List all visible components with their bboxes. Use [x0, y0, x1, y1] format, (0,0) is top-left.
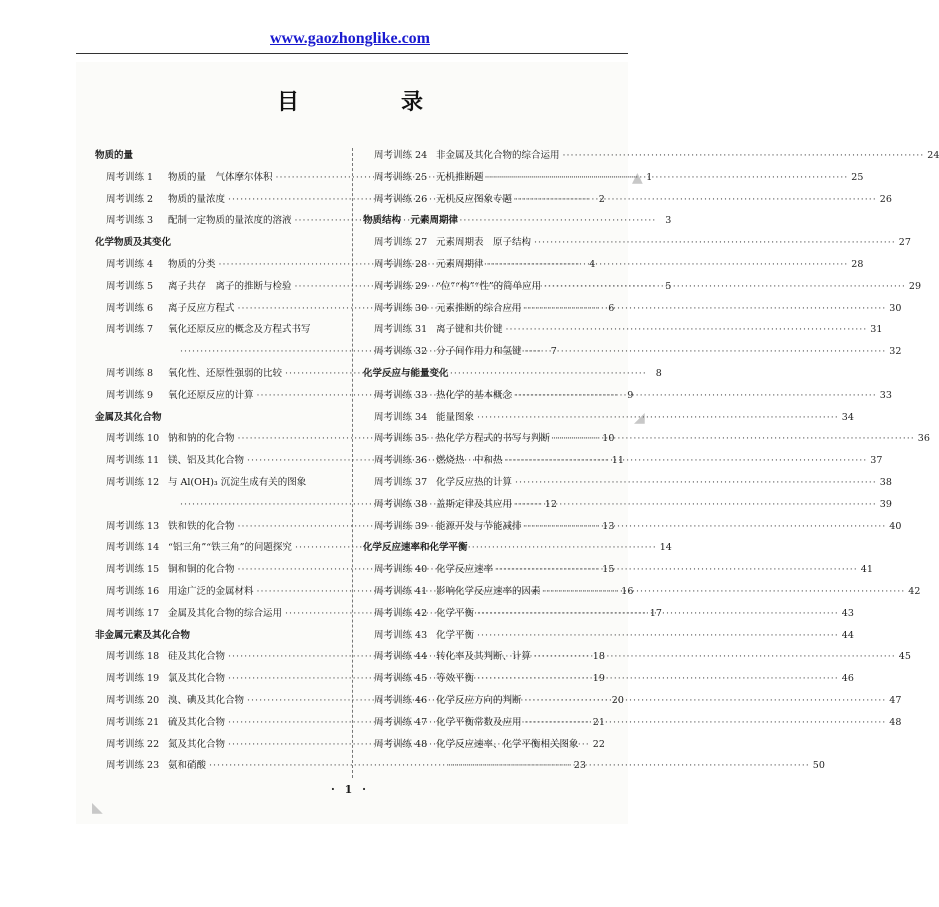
- toc-entry-page: 48: [889, 716, 902, 728]
- dot-leader: [525, 341, 887, 363]
- toc-entry-page: 29: [908, 280, 922, 292]
- toc-entry-page: 28: [851, 258, 864, 270]
- toc-entry-title: 氯及其化合物: [168, 673, 226, 685]
- scan-mark-icon: ▲: [632, 170, 643, 186]
- toc-entry-title: 化学平衡: [436, 607, 475, 619]
- toc-entry-title: 盖斯定律及其应用: [436, 498, 513, 510]
- toc-entry[interactable]: [363, 298, 902, 320]
- toc-entry-page: 23: [573, 760, 586, 772]
- toc-entry-code: 周考训练 46: [374, 694, 428, 706]
- toc-entry-title: 铜和铜的化合物: [168, 564, 235, 576]
- toc-entry-page: 19: [592, 673, 605, 685]
- toc-entry-code: 周考训练 29: [374, 280, 428, 292]
- toc-entry-code: 周考训练 9: [106, 389, 154, 401]
- toc-entry-code: 周考训练 1: [106, 171, 154, 183]
- toc-entry[interactable]: [363, 516, 902, 538]
- toc-entry-title: 化学反应速率: [436, 564, 494, 576]
- header-divider: [76, 53, 628, 54]
- toc-entry-title: “位”“构”“性”的简单应用: [436, 280, 542, 292]
- toc-entry-page: 45: [898, 651, 911, 663]
- toc-entry-title: 化学平衡常数及应用: [436, 716, 522, 728]
- toc-entry-page: 34: [841, 411, 854, 423]
- toc-entry[interactable]: [363, 472, 892, 494]
- toc-entry-title: 影响化学反应速率的因素: [436, 585, 541, 597]
- toc-entry[interactable]: [363, 668, 854, 690]
- toc-entry-code: 周考训练 13: [106, 520, 160, 532]
- toc-entry-code: 周考训练 33: [374, 389, 428, 401]
- toc-entry-code: 周考训练 10: [106, 433, 160, 445]
- toc-entry-title: 溴、碘及其化合物: [168, 694, 245, 706]
- toc-entry-page: 37: [870, 455, 883, 467]
- toc-entry-page: 30: [889, 302, 902, 314]
- toc-entry-code: 周考训练 28: [374, 258, 428, 270]
- toc-entry-code: 周考训练 47: [374, 716, 428, 728]
- page-number: · 1 ·: [331, 783, 369, 796]
- toc-entry-page: 22: [592, 738, 605, 750]
- toc-entry-code: 周考训练 18: [106, 651, 160, 663]
- toc-entry-code: 周考训练 43: [374, 629, 428, 641]
- toc-entry[interactable]: [363, 167, 864, 189]
- dot-leader: [525, 516, 887, 538]
- toc-entry[interactable]: [363, 341, 902, 363]
- toc-entry-page: 9: [627, 389, 634, 401]
- toc-entry-title: 分子间作用力和氢键: [436, 346, 522, 358]
- toc-entry-code: 周考训练 22: [106, 738, 160, 750]
- dot-leader: [525, 712, 887, 734]
- toc-entry-page: 26: [879, 193, 892, 205]
- toc-entry-page: 17: [649, 607, 662, 619]
- dot-leader: [496, 559, 858, 581]
- toc-entry[interactable]: [95, 472, 345, 494]
- toc-entry-title: 能量图象: [436, 411, 475, 423]
- toc-entry-title: 用途广泛的金属材料: [168, 585, 254, 597]
- scan-mark-icon: ◢: [634, 410, 645, 426]
- toc-entry-title: 镁、铝及其化合物: [168, 455, 245, 467]
- dot-leader: [563, 145, 925, 167]
- toc-entry[interactable]: [363, 232, 911, 254]
- toc-entry-title: “铝三角”“铁三角”的问题探究: [168, 542, 292, 554]
- toc-entry[interactable]: [363, 407, 854, 429]
- dot-leader: [515, 494, 877, 516]
- toc-entry-title: 无机反应图象专题: [436, 193, 513, 205]
- toc-entry-code: 周考训练 27: [374, 237, 428, 249]
- toc-entry-page: 42: [908, 585, 921, 597]
- toc-entry-page: 10: [602, 433, 615, 445]
- toc-entry-code: 周考训练 23: [106, 760, 160, 772]
- toc-entry-code: 周考训练 2: [106, 193, 154, 205]
- toc-entry-code: 周考训练 8: [106, 367, 154, 379]
- scan-mark-icon: ◣: [92, 800, 103, 816]
- toc-entry-code: 周考训练 5: [106, 280, 154, 292]
- toc-entry-title: 氨和硝酸: [168, 760, 207, 772]
- toc-entry-code: 周考训练 41: [374, 585, 428, 597]
- dot-leader: [506, 319, 868, 341]
- dot-leader: [477, 603, 839, 625]
- toc-entry-title: 物质的量 气体摩尔体积: [168, 171, 273, 183]
- toc-entry-page: 24: [927, 150, 939, 161]
- toc-entry-title: 化学反应方向的判断: [436, 694, 522, 706]
- toc-entry-page: 12: [544, 498, 557, 510]
- toc-entry-title: 热化学的基本概念: [436, 389, 513, 401]
- toc-entry-title: 转化率及其判断、计算: [436, 651, 532, 663]
- toc-entry-code: 周考训练 36: [374, 455, 428, 467]
- toc-entry-page: 5: [665, 280, 672, 292]
- toc-entry[interactable]: [363, 189, 892, 211]
- dot-leader: [534, 232, 896, 254]
- toc-entry-page: 32: [889, 346, 902, 358]
- toc-entry-title: 氮及其化合物: [168, 738, 226, 750]
- toc-entry-page: 16: [621, 585, 634, 597]
- toc-entry-code: 周考训练 6: [106, 302, 154, 314]
- toc-entry-page: 50: [812, 760, 825, 772]
- toc-entry-title: 化学反应热的计算: [436, 476, 513, 488]
- toc-entry-page: 39: [879, 498, 892, 510]
- toc-entry-title: 金属及其化合物的综合运用: [168, 607, 283, 619]
- toc-entry-title: 硫及其化合物: [168, 716, 226, 728]
- toc-entry-title: 元素推断的综合应用: [436, 302, 522, 314]
- toc-entry-page: 43: [841, 607, 854, 619]
- toc-section-heading: 化学反应速率和化学平衡: [363, 542, 468, 554]
- dot-leader: [515, 472, 877, 494]
- site-url-link[interactable]: www.gaozhonglike.com: [270, 30, 430, 47]
- toc-entry[interactable]: [363, 254, 864, 276]
- toc-entry-page: 44: [841, 629, 854, 641]
- toc-entry-code: 周考训练 45: [374, 673, 428, 685]
- toc-entry-code: 周考训练 32: [374, 346, 428, 358]
- toc-section-heading: 金属及其化合物: [95, 411, 162, 423]
- toc-entry[interactable]: [363, 494, 892, 516]
- toc-entry-code: 周考训练 48: [374, 738, 428, 750]
- toc-entry-title: 氧化还原反应的概念及方程式书写: [168, 324, 311, 336]
- toc-entry-code: 周考训练 4: [106, 258, 154, 270]
- toc-entry-title: 与 Al(OH)₃ 沉淀生成有关的图象: [168, 476, 307, 488]
- toc-entry-title: 硅及其化合物: [168, 651, 226, 663]
- toc-entry[interactable]: [363, 646, 911, 668]
- toc-entry-code: 周考训练 15: [106, 564, 160, 576]
- dot-leader: [477, 625, 839, 647]
- toc-entry-page: 8: [655, 367, 662, 379]
- toc-entry-page: 14: [659, 542, 672, 554]
- toc-entry-title: 元素周期表 原子结构: [436, 237, 532, 249]
- toc-entry-code: 周考训练 24: [374, 150, 428, 161]
- toc-entry-code: 周考训练 31: [374, 324, 428, 336]
- toc-entry-page: 21: [592, 716, 605, 728]
- toc-entry-page: 18: [592, 651, 605, 663]
- dot-leader: [506, 450, 868, 472]
- toc-entry-page: 31: [870, 324, 883, 336]
- toc-entry-code: 周考训练 20: [106, 694, 160, 706]
- toc-entry-page: 1: [646, 171, 653, 183]
- dot-leader: [515, 385, 877, 407]
- toc-entry-code: 周考训练 34: [374, 411, 428, 423]
- toc-entry-code: 周考训练 37: [374, 476, 428, 488]
- toc-entry-page: 46: [841, 673, 854, 685]
- toc-entry-code: 周考训练 14: [106, 542, 160, 554]
- toc-entry-code: 周考训练 30: [374, 302, 428, 314]
- toc-entry-code: 周考训练 19: [106, 673, 160, 685]
- dot-leader: [515, 189, 877, 211]
- toc-entry-title: 非金属及其化合物的综合运用: [436, 150, 560, 161]
- toc-entry-code: 周考训练 40: [374, 564, 428, 576]
- dot-leader: [525, 298, 887, 320]
- dot-leader: [477, 668, 839, 690]
- dot-leader: [534, 646, 896, 668]
- dot-leader: [544, 276, 906, 298]
- toc-entry-page: 33: [879, 389, 892, 401]
- toc-entry-continuation[interactable]: [363, 755, 825, 777]
- toc-entry-page: 25: [851, 171, 864, 183]
- toc-section-heading: 化学反应与能量变化: [363, 367, 449, 379]
- page-title: 目 录: [276, 90, 463, 115]
- toc-entry-code: 周考训练 3: [106, 215, 154, 227]
- toc-entry-title: 氧化还原反应的计算: [168, 389, 254, 401]
- toc-entry-page: 41: [860, 564, 873, 576]
- toc-entry-page: 13: [602, 520, 615, 532]
- toc-entry[interactable]: [363, 385, 892, 407]
- toc-entry[interactable]: [363, 145, 939, 167]
- toc-section-heading: 非金属元素及其化合物: [95, 629, 191, 641]
- dot-leader: [525, 690, 887, 712]
- toc-entry-title: 氧化性、还原性强弱的比较: [168, 367, 283, 379]
- toc-entry-page: 6: [608, 302, 615, 314]
- toc-entry-code: 周考训练 38: [374, 498, 428, 510]
- toc-entry-title: 钠和钠的化合物: [168, 433, 235, 445]
- toc-entry-code: 周考训练 11: [106, 455, 160, 467]
- toc-entry-title: 离子反应方程式: [168, 302, 235, 314]
- toc-entry-code: 周考训练 26: [374, 193, 428, 205]
- dot-leader: [487, 167, 849, 189]
- dot-leader: [477, 407, 839, 429]
- dot-leader: [544, 581, 906, 603]
- toc-entry-title: 离子键和共价键: [436, 324, 503, 336]
- toc-section-heading: 物质结构 元素周期律: [363, 215, 459, 227]
- toc-entry-title: 无机推断题: [436, 171, 484, 183]
- toc-entry-code: 周考训练 7: [106, 324, 154, 336]
- toc-entry-page: 40: [889, 520, 902, 532]
- toc-entry-title: 燃烧热 中和热: [436, 455, 503, 467]
- toc-entry-title: 能源开发与节能减排: [436, 520, 522, 532]
- toc-entry-code: 周考训练 35: [374, 433, 428, 445]
- toc-entry-page: 20: [611, 694, 624, 706]
- toc-entry-code: 周考训练 21: [106, 716, 160, 728]
- toc-entry-title: 离子共存 离子的推断与检验: [168, 280, 292, 292]
- dot-leader: [448, 755, 810, 777]
- toc-entry-title: 化学平衡: [436, 629, 475, 641]
- toc-entry-title: 化学反应速率、化学平衡相关图象: [436, 738, 579, 750]
- toc-entry[interactable]: [363, 625, 854, 647]
- toc-entry-title: 等效平衡: [436, 673, 475, 685]
- toc-entry[interactable]: [95, 319, 345, 341]
- toc-entry-page: 7: [550, 346, 557, 358]
- dot-leader: [553, 428, 915, 450]
- dot-leader: [487, 254, 849, 276]
- toc-entry-title: 铁和铁的化合物: [168, 520, 235, 532]
- toc-entry-page: 4: [589, 258, 596, 270]
- toc-entry-title: 物质的量浓度: [168, 193, 226, 205]
- toc-entry[interactable]: [363, 559, 873, 581]
- toc-entry-page: 3: [665, 215, 672, 227]
- toc-entry-title: 元素周期律: [436, 258, 484, 270]
- toc-entry-title: 热化学方程式的书写与判断: [436, 433, 551, 445]
- toc-entry[interactable]: [363, 428, 930, 450]
- toc-entry-title: 配制一定物质的量浓度的溶液: [168, 215, 292, 227]
- toc-entry-title: 物质的分类: [168, 258, 216, 270]
- toc-entry-page: 36: [917, 433, 930, 445]
- toc-section-heading: 物质的量: [95, 150, 134, 161]
- toc-entry-code: 周考训练 16: [106, 585, 160, 597]
- toc-entry[interactable]: [363, 319, 883, 341]
- toc-entry-page: 27: [898, 237, 911, 249]
- toc-section-heading: 化学物质及其变化: [95, 237, 172, 249]
- toc-entry-page: 38: [879, 476, 892, 488]
- toc-entry-page: 47: [889, 694, 902, 706]
- toc-entry-code: 周考训练 44: [374, 651, 428, 663]
- toc-entry-page: 11: [611, 455, 624, 467]
- toc-entry[interactable]: [95, 755, 586, 777]
- toc-entry[interactable]: [363, 712, 902, 734]
- toc-entry-code: 周考训练 25: [374, 171, 428, 183]
- toc-entry-code: 周考训练 12: [106, 476, 160, 488]
- toc-entry-code: 周考训练 39: [374, 520, 428, 532]
- toc-entry[interactable]: [363, 276, 922, 298]
- toc-entry-code: 周考训练 17: [106, 607, 160, 619]
- toc-entry[interactable]: [363, 734, 611, 756]
- toc-entry-page: 2: [598, 193, 605, 205]
- toc-entry-code: 周考训练 42: [374, 607, 428, 619]
- toc-entry-page: 15: [602, 564, 615, 576]
